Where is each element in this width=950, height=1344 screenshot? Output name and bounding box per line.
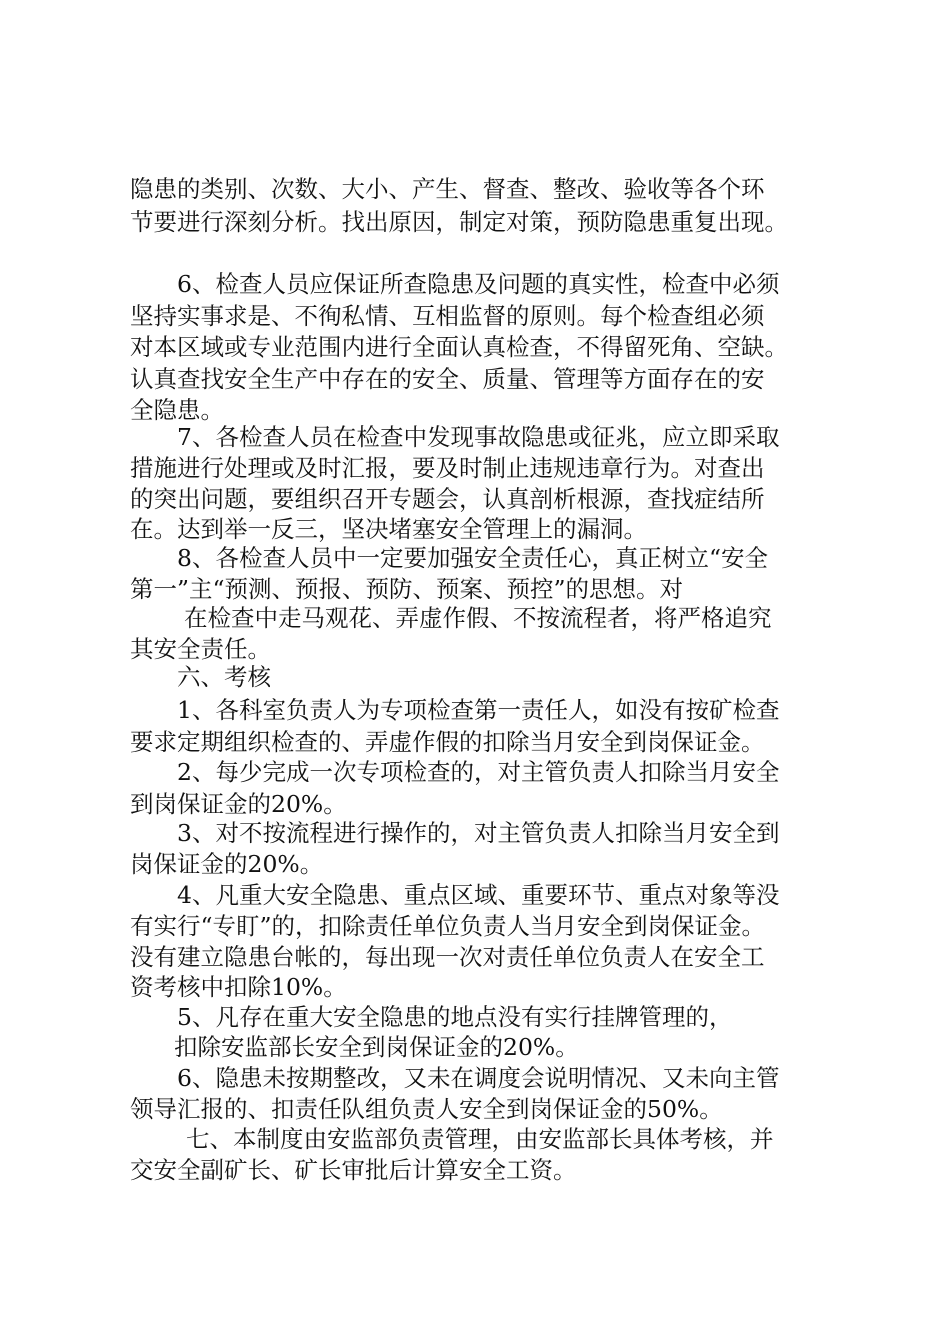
text-line: 5、凡存在重大安全隐患的地点没有实行挂牌管理的， [177, 1003, 733, 1031]
section-heading: 六、考核 [177, 663, 271, 691]
text-line: 1、各科室负责人为专项检查第一责任人，如没有按矿检查 [177, 696, 780, 724]
text-line: 6、隐患未按期整改，又未在调度会说明情况、又未向主管 [177, 1064, 780, 1092]
text-line: 节要进行深刻分析。找出原因，制定对策，预防隐患重复出现。 [130, 208, 788, 236]
text-line: 要求定期组织检查的、弄虚作假的扣除当月安全到岗保证金。 [130, 728, 765, 756]
text-line: 领导汇报的、扣责任队组负责人安全到岗保证金的50%。 [130, 1095, 723, 1123]
text-line: 在检查中走马观花、弄虚作假、不按流程者，将严格追究 [184, 604, 772, 632]
text-line: 2、每少完成一次专项检查的，对主管负责人扣除当月安全 [177, 758, 780, 786]
text-line: 8、各检查人员中一定要加强安全责任心，真正树立“安全 [177, 544, 768, 572]
text-line: 其安全责任。 [130, 635, 271, 663]
text-line: 到岗保证金的20%。 [130, 790, 347, 818]
text-line: 交安全副矿长、矿长审批后计算安全工资。 [130, 1156, 577, 1184]
text-line: 没有建立隐患台帐的，每出现一次对责任单位负责人在安全工 [130, 943, 765, 971]
text-line: 第一”主“预测、预报、预防、预案、预控”的思想。对 [130, 575, 684, 603]
text-line: 七、本制度由安监部负责管理，由安监部长具体考核，并 [186, 1125, 774, 1153]
text-line: 认真查找安全生产中存在的安全、质量、管理等方面存在的安 [130, 365, 765, 393]
text-line: 扣除安监部长安全到岗保证金的20%。 [174, 1033, 579, 1061]
text-line: 资考核中扣除10%。 [130, 973, 347, 1001]
text-line: 措施进行处理或及时汇报，要及时制止违规违章行为。对查出 [130, 454, 765, 482]
text-line: 6、检查人员应保证所查隐患及问题的真实性，检查中必须 [177, 270, 780, 298]
text-line: 全隐患。 [130, 396, 224, 424]
text-line: 对本区域或专业范围内进行全面认真检查，不得留死角、空缺。 [130, 333, 788, 361]
text-line: 岗保证金的20%。 [130, 850, 324, 878]
text-line: 有实行“专盯”的，扣除责任单位负责人当月安全到岗保证金。 [130, 912, 766, 940]
text-line: 在。达到举一反三，坚决堵塞安全管理上的漏洞。 [130, 515, 647, 543]
text-line: 7、各检查人员在检查中发现事故隐患或征兆，应立即采取 [177, 423, 780, 451]
text-line: 隐患的类别、次数、大小、产生、督查、整改、验收等各个环 [130, 175, 765, 203]
text-line: 3、对不按流程进行操作的，对主管负责人扣除当月安全到 [177, 819, 780, 847]
text-line: 坚持实事求是、不徇私情、互相监督的原则。每个检查组必须 [130, 302, 765, 330]
text-line: 4、凡重大安全隐患、重点区域、重要环节、重点对象等没 [177, 881, 780, 909]
text-line: 的突出问题，要组织召开专题会，认真剖析根源，查找症结所 [130, 485, 765, 513]
